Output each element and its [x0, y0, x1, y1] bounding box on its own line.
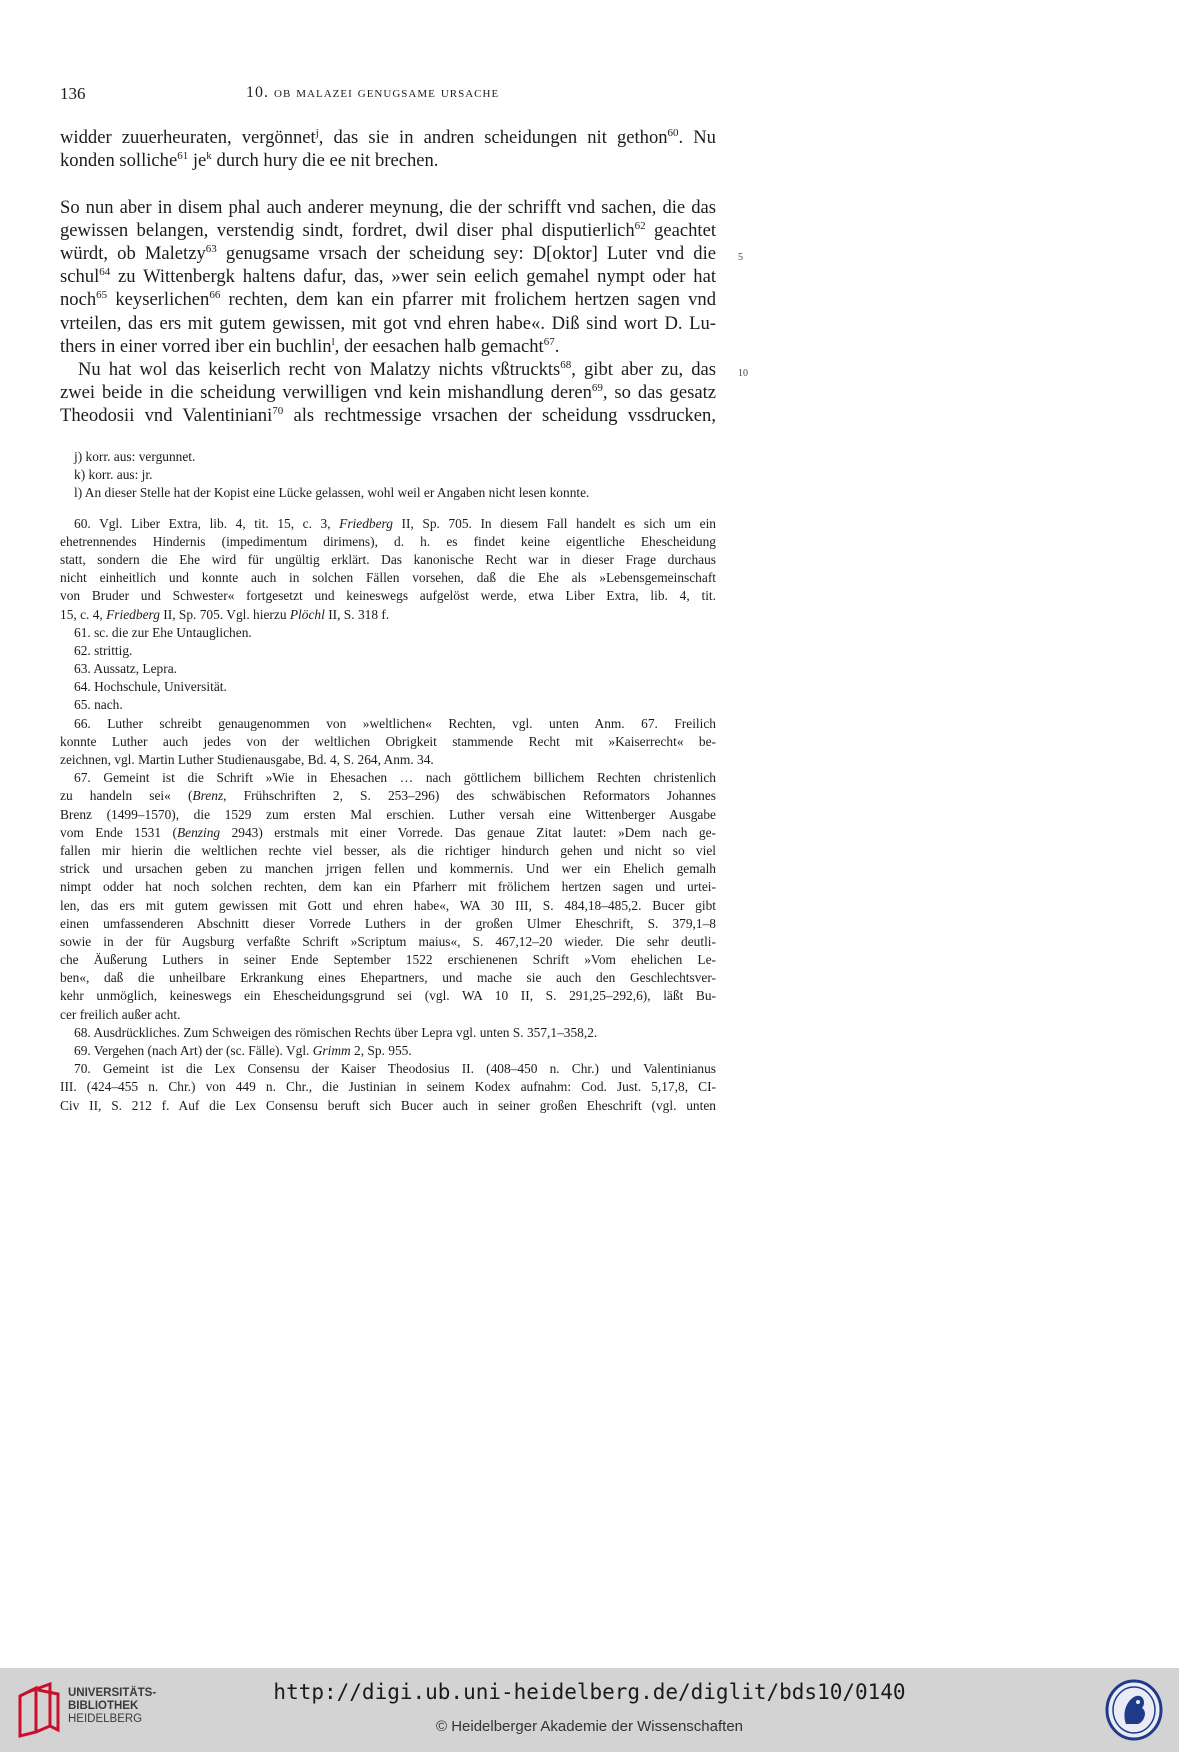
footnote-line: sowie in der für Augsburg verfaßte Schrift »Scriptum maius«, S. 467,12–20 wieder. Die sehr deutli- — [60, 933, 716, 949]
footnote-line: 66. Luther schreibt genaugenommen von »weltlichen« Rechten, vgl. unten Anm. 67. Freilich — [74, 715, 716, 731]
main-text — [60, 126, 716, 427]
footnote-line: 60. Vgl. Liber Extra, lib. 4, tit. 15, c. 3, Friedberg II, Sp. 705. In diesem Fall handelt es sich um ein — [74, 515, 716, 531]
notes-section — [60, 448, 716, 1115]
permalink-url[interactable]: http://digi.ub.uni-heidelberg.de/diglit/bds10/0140 — [273, 1680, 906, 1704]
text-line: widder zuuerheuraten, vergönnet$^j$, das sie in andren scheidungen nit gethon$^{60}$. Nu — [60, 127, 716, 148]
footnote-line: Brenz (1499–1570), die 1529 zum ersten Mal erschien. Luther versah eine Wittenberger Ausgabe — [60, 806, 716, 822]
text-line: Nu hat wol das keiserlich recht von Malatzy nichts vßtruckts$^{68}$, gibt aber zu, das — [78, 358, 716, 380]
textual-note: j) korr. aus: vergunnet. — [74, 449, 196, 464]
copyright-notice: © Heidelberger Akademie der Wissenschaften — [435, 1718, 744, 1735]
footnote-line: 63. Aussatz, Lepra. — [74, 661, 178, 677]
text-line: noch$^{65}$ keyserlichen$^{66}$ rechten, dem kan ein pfarrer mit frolichem hertzen sagen vnd — [60, 289, 717, 311]
footnote-line: Civ II, S. 212 f. Auf die Lex Consensu beruft sich Bucer auch in seiner großen Eheschrift (vgl. unten — [60, 1097, 716, 1113]
note-ref: 68 — [560, 358, 572, 371]
note-ref: 60 — [667, 127, 679, 139]
footnote-line: 15, c. 4, Friedberg II, Sp. 705. Vgl. hierzu Plöchl II, S. 318 f. — [60, 606, 390, 622]
footnote-line: kehr unmöglich, keineswegs ein Ehescheidungsgrund sei (vgl. WA 10 II, S. 291,25–292,6), läßt Bu- — [60, 988, 716, 1004]
note-ref: 61 — [177, 150, 189, 163]
footnote-line: ehetrennendes Hindernis (impedimentum dirimens), d. h. es findet keine eigentliche Ehescheidung — [60, 533, 716, 549]
footnote-line: 65. nach. — [74, 697, 123, 713]
text-line: zwei beide in die scheidung verwilligen vnd kein mishandlung deren$^{69}$, so das gesatz — [60, 382, 716, 404]
line-number: 5 — [738, 252, 743, 263]
note-ref: j — [315, 127, 319, 139]
text-line: konden solliche$^{61}$ $je^k$ durch hury die ee nit brechen. — [60, 150, 439, 172]
footnote-line: che Äußerung Luthers in seiner Ende September 1522 erschienenen Schrift »Vom ehelichen Le- — [60, 952, 716, 968]
footnote-line: 62. strittig. — [74, 642, 133, 658]
textual-note: k) korr. aus: jr. — [74, 467, 153, 483]
note-ref: 66 — [209, 289, 221, 302]
chapter-title: 10. ob malazei genugsame ursache — [246, 84, 500, 101]
paragraph-gap — [60, 172, 716, 195]
footnote-line: zu handeln sei« (Brenz, Frühschriften 2, S. 253–296) des schwäbischen Reformators Johannes — [60, 788, 716, 804]
footnote-line: 69. Vergehen (nach Art) der (sc. Fälle). Vgl. Grimm 2, Sp. 955. — [74, 1043, 412, 1058]
footnote-line: zeichnen, vgl. Martin Luther Studienausgabe, Bd. 4, S. 264, Anm. 34. — [60, 752, 434, 767]
footnote-line: von Bruder und Schwester« fortgesetzt und keineswegs aufgelöst werde, etwa Liber Extra, lib. 4, tit. — [60, 588, 716, 604]
text-line: vrteilen, das ers mit gutem gewissen, mit got vnd ehren habe«. Diß sind wort D. Lu- — [60, 312, 716, 334]
note-ref: 70 — [272, 405, 284, 418]
text-line: thers in einer vorred iber ein buchlin$^l$, der eesachen halb gemacht$^{67}$. — [60, 335, 560, 357]
note-ref: 67 — [543, 335, 555, 348]
text-line: würdt, ob Maletzy$^{63}$ genugsame vrsach der scheidung sey: D[oktor] Luter vnd die — [60, 242, 716, 264]
footnote-line: fallen mir hierin die weltlichen rechte viel besser, als die richtiger hindurch gehen und nicht so viel — [60, 842, 716, 858]
library-name: UNIVERSITÄTS- BIBLIOTHEK HEIDELBERG — [68, 1687, 157, 1725]
footnote-line: nicht einheitlich und konnte auch in solchen Fällen vorsehen, daß die Ehe als »Lebensgemeinschaft — [60, 570, 716, 586]
page-number: 136 — [60, 84, 86, 103]
academy-seal-icon — [1104, 1678, 1164, 1742]
textual-note: l) An dieser Stelle hat der Kopist eine Lücke gelassen, wohl weil er Angaben nicht lesen konnte. — [74, 485, 590, 501]
footnote-line: statt, sondern die Ehe wird für ungültig erklärt. Das kanonische Recht war in dieser Frage durchaus — [60, 551, 716, 567]
footnote-line: III. (424–455 n. Chr.) von 449 n. Chr., die Justinian in seinem Kodex aufnahm: Cod. Just. 5,17,8, CI- — [60, 1079, 716, 1095]
running-header — [60, 84, 716, 106]
viewer-footer-bar — [0, 1668, 1179, 1752]
note-ref: 69 — [591, 382, 603, 395]
note-ref: 63 — [205, 242, 217, 255]
footnote-line: strick und ursachen geben zu manchen jrrigen fellen und kommernis. Und wer ein Ehelich gemalh — [60, 861, 716, 877]
text-line: schul$^{64}$ zu Wittenbergk haltens dafur, das, »wer sein eelich gemahel nympt oder hat — [60, 266, 716, 288]
text-line: gewissen belangen, verstendig sindt, fordret, dwil diser phal disputierlich$^{62}$ geachtet — [60, 219, 716, 241]
line-number: 10 — [738, 368, 748, 379]
note-ref: k — [206, 150, 212, 163]
footnote-line: 70. Gemeint ist die Lex Consensu der Kaiser Theodosius II. (408–450 n. Chr.) und Valentinianus — [74, 1061, 716, 1077]
note-ref: l — [331, 335, 335, 348]
note-ref: 62 — [634, 219, 646, 232]
footnote-line: 68. Ausdrückliches. Zum Schweigen des römischen Rechts über Lepra vgl. unten S. 357,1–358,2. — [74, 1024, 598, 1040]
footnote-line: 64. Hochschule, Universität. — [74, 679, 227, 695]
text-line: Theodosii vnd Valentiniani$^{70}$ als rechtmessige vrsachen der scheidung vssdrucken, — [60, 405, 716, 427]
footnote-line: cer freilich außer acht. — [60, 1006, 181, 1022]
footnote-line: nimpt odder hat noch solchen rechten, dem kan ein Pfarherr mit frölichem hertzen sagen und urtei- — [60, 879, 716, 895]
footnote-line: vom Ende 1531 (Benzing 2943) erstmals mit einer Vorrede. Das genaue Zitat lautet: »Dem nach ge- — [60, 824, 716, 840]
notes-gap — [60, 503, 716, 515]
footnote-line: 61. sc. die zur Ehe Untauglichen. — [74, 624, 252, 640]
note-ref: 64 — [99, 266, 111, 279]
footnote-line: len, das ers mit gutem gewissen mit Gott und ehren habe«, WA 30 III, S. 484,18–485,2. Bucer gibt — [60, 897, 716, 913]
text-line: So nun aber in disem phal auch anderer meynung, die der schrifft vnd sachen, die das — [60, 196, 716, 218]
footnote-line: ben«, daß die unheilbare Erkrankung eines Ehepartners, und mache sie auch den Geschlechtsver- — [60, 970, 716, 986]
footnote-line: einen umfassenderen Abschnitt dieser Vorrede Luthers in der großen Ulmer Eheschrift, S. 379,1–8 — [60, 915, 716, 931]
note-ref: 65 — [96, 289, 108, 302]
footnote-line: konnte Luther auch jedes von der weltlichen Obrigkeit stammende Recht mit »Kaiserrecht« be- — [60, 733, 716, 749]
footnote-line: 67. Gemeint ist die Schrift »Wie in Ehesachen … nach göttlichem billichem Rechten christenlich — [74, 770, 716, 786]
